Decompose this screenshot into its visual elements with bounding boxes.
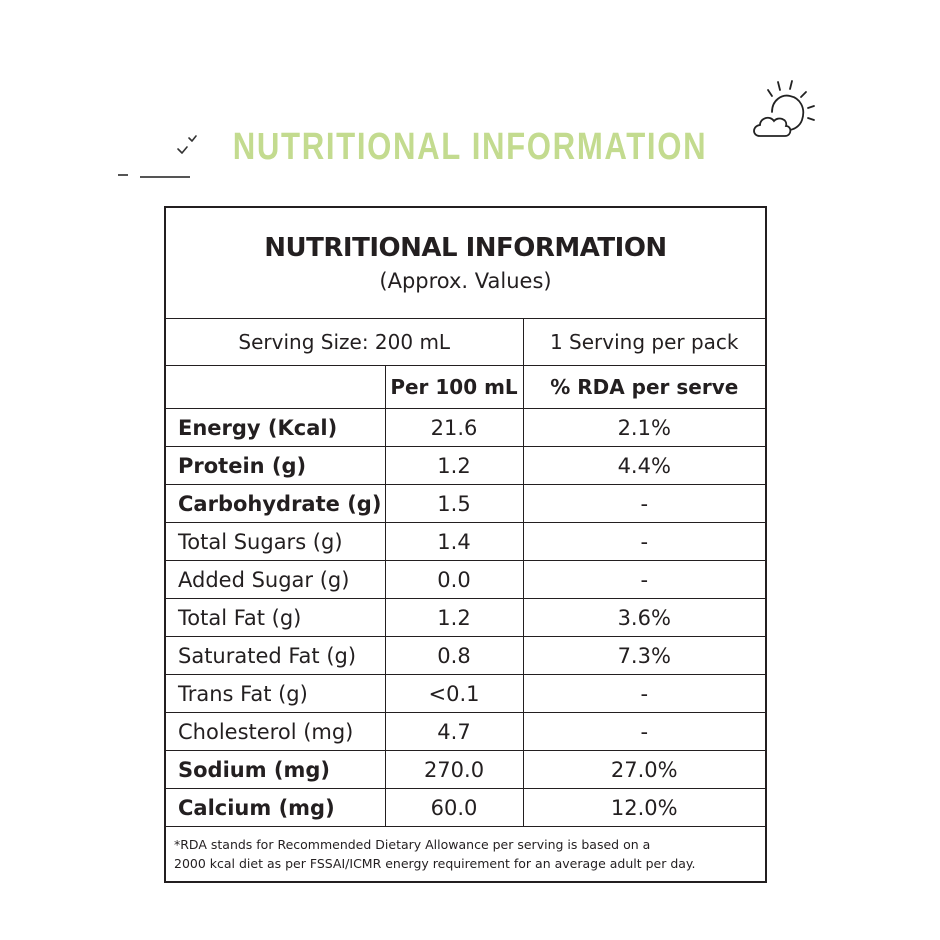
table-row: [165, 637, 766, 675]
rda-value: 4.4%: [523, 447, 766, 485]
per100-value: 1.2: [385, 599, 523, 637]
footnote: [165, 827, 766, 883]
nutrient-name: Energy (Kcal): [165, 409, 385, 447]
nutrient-name: Cholesterol (mg): [165, 713, 385, 751]
table-row: [165, 675, 766, 713]
nutrient-name: Total Fat (g): [165, 599, 385, 637]
table-row: [165, 789, 766, 827]
per100-value: 1.2: [385, 447, 523, 485]
rda-value: 27.0%: [523, 751, 766, 789]
nutrient-name: Calcium (mg): [165, 789, 385, 827]
servings-per-pack: 1 Serving per pack: [523, 319, 766, 366]
table-row: [165, 523, 766, 561]
table-row: [165, 561, 766, 599]
rda-value: -: [523, 561, 766, 599]
sun-cloud-icon: [748, 78, 830, 144]
per100-value: 1.5: [385, 485, 523, 523]
serving-size: Serving Size: 200 mL: [165, 319, 523, 366]
nutrient-name: Trans Fat (g): [165, 675, 385, 713]
footnote-line-2: 2000 kcal diet as per FSSAI/ICMR energy requirement for an average adult per day.: [174, 856, 696, 871]
per100-value: <0.1: [385, 675, 523, 713]
per100-value: 60.0: [385, 789, 523, 827]
nutrient-name: Saturated Fat (g): [165, 637, 385, 675]
rda-value: -: [523, 523, 766, 561]
rda-value: 12.0%: [523, 789, 766, 827]
rda-value: 2.1%: [523, 409, 766, 447]
nutrient-name: Protein (g): [165, 447, 385, 485]
nutrient-name: Added Sugar (g): [165, 561, 385, 599]
table-row: [165, 713, 766, 751]
page-headline: NUTRITIONAL INFORMATION: [232, 126, 708, 168]
birds-icon: [176, 132, 204, 158]
table-subtitle: (Approx. Values): [379, 269, 552, 293]
column-header-rda: % RDA per serve: [523, 366, 766, 409]
table-row: [165, 751, 766, 789]
table-title: NUTRITIONAL INFORMATION: [264, 233, 667, 263]
nutrient-rows: [165, 409, 766, 827]
rda-value: -: [523, 485, 766, 523]
decorative-line: [140, 176, 190, 178]
per100-value: 21.6: [385, 409, 523, 447]
footnote-line-1: *RDA stands for Recommended Dietary Allowance per serving is based on a: [174, 837, 651, 852]
rda-value: 3.6%: [523, 599, 766, 637]
per100-value: 0.0: [385, 561, 523, 599]
table-title-cell: [165, 207, 766, 319]
rda-value: -: [523, 675, 766, 713]
table-row: [165, 599, 766, 637]
decorative-dash: [118, 174, 128, 176]
column-header-per100: Per 100 mL: [385, 366, 523, 409]
table-row: [165, 485, 766, 523]
nutrient-name: Carbohydrate (g): [165, 485, 385, 523]
nutrient-name: Sodium (mg): [165, 751, 385, 789]
per100-value: 1.4: [385, 523, 523, 561]
rda-value: -: [523, 713, 766, 751]
per100-value: 4.7: [385, 713, 523, 751]
header-empty-cell: [165, 366, 385, 409]
nutrient-name: Total Sugars (g): [165, 523, 385, 561]
table-row: [165, 447, 766, 485]
nutrition-table: [164, 206, 767, 883]
table-row: [165, 409, 766, 447]
per100-value: 0.8: [385, 637, 523, 675]
rda-value: 7.3%: [523, 637, 766, 675]
per100-value: 270.0: [385, 751, 523, 789]
